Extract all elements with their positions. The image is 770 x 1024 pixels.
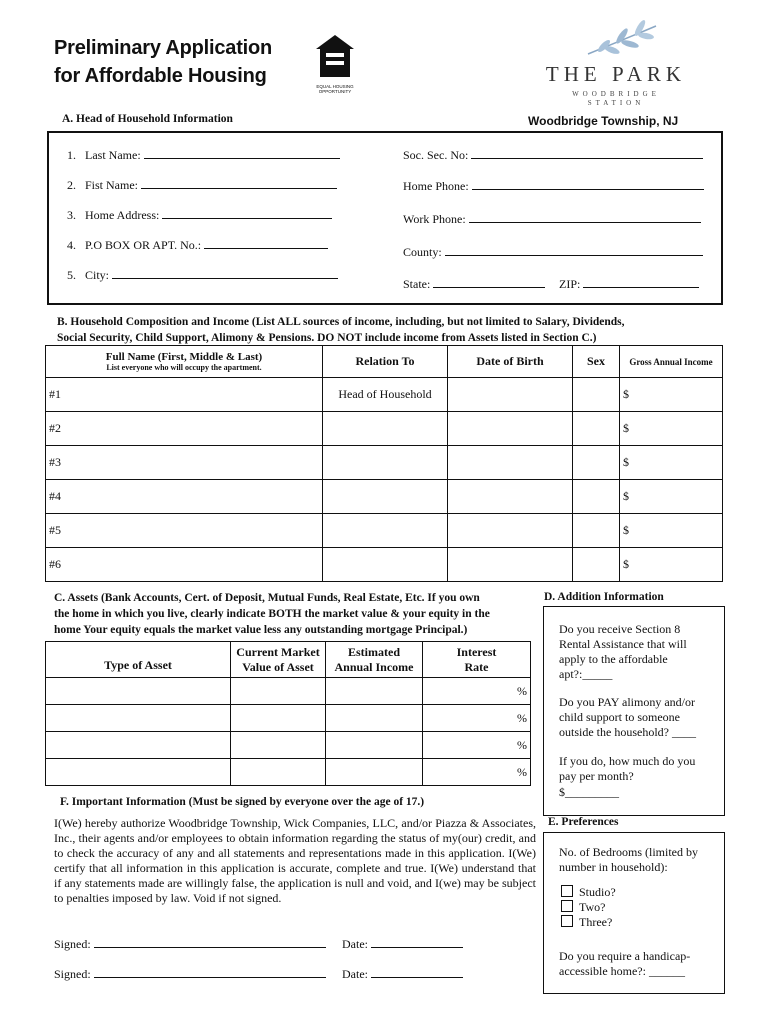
ssn-line[interactable] [471, 147, 703, 159]
row-income-cell[interactable] [620, 548, 723, 582]
equal-housing-text: EQUAL HOUSING OPPORTUNITY [316, 84, 354, 94]
po-box-field[interactable] [67, 237, 328, 253]
row-number: #1 [49, 387, 61, 401]
header-market-value [231, 642, 326, 678]
title-line-2: for Affordable Housing [54, 65, 267, 87]
row-relation-cell[interactable] [323, 412, 448, 446]
logo-sub-text [556, 90, 676, 108]
city-label: City: [85, 268, 110, 282]
row-number: #6 [49, 557, 61, 571]
row-number: #4 [49, 489, 61, 503]
row-name-cell[interactable] [46, 514, 323, 548]
asset-value-cell[interactable] [231, 732, 326, 759]
percent-sign: % [517, 737, 527, 752]
equal-housing-logo [314, 33, 356, 94]
page-title [54, 34, 272, 90]
field-number: 5. [67, 268, 76, 282]
signature-line[interactable] [94, 936, 326, 948]
section-d-title: D. Addition Information [544, 591, 664, 603]
header-income: Gross Annual Income [620, 346, 723, 378]
section-b-title-line-1: B. Household Composition and Income (List ALL sources of income, including, but not limited to Salary, Dividends, [57, 316, 625, 328]
logo-sub-line-1: WOODBRIDGE [572, 90, 660, 98]
signed-label: Signed: [54, 937, 91, 951]
table-row [46, 759, 531, 786]
row-dob-cell[interactable] [448, 378, 573, 412]
row-income-cell[interactable] [620, 378, 723, 412]
date-label: Date: [342, 967, 368, 981]
row-relation-cell[interactable] [323, 514, 448, 548]
field-number: 3. [67, 208, 76, 222]
header-dob: Date of Birth [448, 346, 573, 378]
authorization-text: I(We) hereby authorize Woodbridge Township, Wick Companies, LLC, and/or Piazza & Associates, Inc., their agents and/or employees to obtain information regarding the status of my(our) credit, and to check the accuracy of any and all statements and representations made in this application. I(We) certify that all information in this application is accurate, complete and true. I(We) understand that if any statements made are willingly false, the application is null and void, and I(we) may be subject to penalties imposed by law. Void if not signed. [54, 816, 536, 905]
row-income: $ [623, 557, 629, 571]
payment-question: If you do, how much do you pay per month? [559, 754, 696, 783]
interest-rate-header-1: Interest [456, 644, 497, 659]
last-name-line[interactable] [144, 147, 340, 159]
section-c-title-line-3: home Your equity equals the market value less any outstanding mortgage Principal.) [54, 624, 468, 636]
row-sex-cell[interactable] [573, 446, 620, 480]
section-b-title [57, 314, 625, 346]
asset-income-cell[interactable] [326, 759, 423, 786]
header-asset-type: Type of Asset [46, 642, 231, 678]
header-full-name [46, 346, 323, 378]
studio-label: Studio? [579, 885, 616, 899]
title-line-1: Preliminary Application [54, 37, 273, 59]
asset-type-cell[interactable] [46, 678, 231, 705]
table-row [46, 732, 531, 759]
row-relation: Head of Household [338, 387, 432, 401]
annual-income-header-2: Annual Income [334, 659, 414, 674]
payment-amount-blank[interactable]: $_________ [559, 785, 619, 799]
asset-rate-cell[interactable] [423, 705, 531, 732]
full-name-subheader: List everyone who will occupy the apartment. [106, 363, 262, 372]
asset-type-cell[interactable] [46, 759, 231, 786]
field-number: 2. [67, 178, 76, 192]
section-a-box [47, 131, 723, 305]
table-row [46, 480, 723, 514]
household-table [45, 345, 723, 582]
row-number: #3 [49, 455, 61, 469]
assets-table [45, 641, 531, 786]
city-line[interactable] [112, 267, 338, 279]
work-phone-field[interactable] [403, 211, 701, 227]
date-field-2[interactable] [342, 966, 463, 982]
po-box-label: P.O BOX OR APT. No.: [85, 238, 202, 252]
home-phone-field[interactable] [403, 178, 704, 194]
leaf-branch-icon [582, 20, 662, 60]
table-row [46, 378, 723, 412]
annual-income-header-1: Estimated [348, 644, 400, 659]
asset-type-cell[interactable] [46, 732, 231, 759]
signature-field-1[interactable] [54, 936, 326, 952]
percent-sign: % [517, 764, 527, 779]
ssn-field[interactable] [403, 147, 703, 163]
county-field[interactable] [403, 244, 703, 260]
home-address-field[interactable] [67, 207, 332, 223]
table-row [46, 412, 723, 446]
alimony-question[interactable]: Do you PAY alimony and/or child support to someone outside the household? ____ [559, 695, 696, 739]
po-box-line[interactable] [204, 237, 328, 249]
table-row [46, 446, 723, 480]
signature-line[interactable] [94, 966, 326, 978]
full-name-header: Full Name (First, Middle & Last) [105, 351, 263, 363]
option-studio[interactable] [561, 885, 616, 900]
section-e-title: E. Preferences [548, 816, 619, 828]
table-row [46, 548, 723, 582]
first-name-field[interactable] [67, 177, 337, 193]
market-value-header-2: Value of Asset [242, 659, 314, 674]
state-field[interactable] [403, 276, 545, 292]
row-income-cell[interactable] [620, 480, 723, 514]
interest-rate-header-2: Rate [464, 659, 489, 674]
row-number: #5 [49, 523, 61, 537]
header-relation: Relation To [323, 346, 448, 378]
zip-label: ZIP: [559, 277, 581, 291]
last-name-label: Last Name: [85, 148, 141, 162]
section-c-title [54, 590, 534, 638]
household-header-row [46, 346, 723, 378]
the-park-logo [536, 20, 696, 112]
section-c-title-line-1: C. Assets (Bank Accounts, Cert. of Deposit, Mutual Funds, Real Estate, Etc. If you own [54, 592, 480, 604]
state-line[interactable] [433, 276, 545, 288]
row-dob-cell[interactable] [448, 548, 573, 582]
row-income: $ [623, 455, 629, 469]
row-income: $ [623, 421, 629, 435]
asset-rate-cell[interactable] [423, 678, 531, 705]
asset-value-cell[interactable] [231, 678, 326, 705]
asset-income-cell[interactable] [326, 732, 423, 759]
assets-header-row [46, 642, 531, 678]
asset-income-cell[interactable] [326, 705, 423, 732]
three-checkbox[interactable] [561, 915, 573, 927]
asset-income-cell[interactable] [326, 678, 423, 705]
date-label: Date: [342, 937, 368, 951]
row-relation-cell[interactable] [323, 446, 448, 480]
row-dob-cell[interactable] [448, 514, 573, 548]
home-phone-line[interactable] [472, 178, 704, 190]
row-sex-cell[interactable] [573, 480, 620, 514]
row-sex-cell[interactable] [573, 412, 620, 446]
first-name-label: Fist Name: [85, 178, 138, 192]
row-relation-cell[interactable] [323, 378, 448, 412]
section-e-box [543, 832, 725, 994]
row-name-cell[interactable] [46, 446, 323, 480]
option-three[interactable] [561, 915, 612, 930]
section-f-title: F. Important Information (Must be signed by everyone over the age of 17.) [60, 796, 425, 808]
handicap-question[interactable]: Do you require a handicap-accessible home?: ______ [559, 949, 691, 978]
row-income-cell[interactable] [620, 446, 723, 480]
city-field[interactable] [67, 267, 338, 283]
home-address-label: Home Address: [85, 208, 160, 222]
asset-value-cell[interactable] [231, 705, 326, 732]
row-name-cell[interactable] [46, 412, 323, 446]
section-c-title-line-2: the home in which you live, clearly indicate BOTH the market value & your equity in the [54, 608, 490, 620]
row-name-cell[interactable] [46, 480, 323, 514]
asset-type-cell[interactable] [46, 705, 231, 732]
zip-line[interactable] [583, 276, 699, 288]
equal-housing-house-icon [314, 33, 356, 79]
row-relation-cell[interactable] [323, 480, 448, 514]
county-label: County: [403, 245, 442, 259]
header-sex: Sex [573, 346, 620, 378]
header-interest-rate [423, 642, 531, 678]
location-label: Woodbridge Township, NJ [528, 114, 679, 128]
row-income-cell[interactable] [620, 412, 723, 446]
logo-main-text: THE PARK [545, 62, 687, 86]
percent-sign: % [517, 710, 527, 725]
home-address-line[interactable] [162, 207, 332, 219]
row-number: #2 [49, 421, 61, 435]
two-checkbox[interactable] [561, 900, 573, 912]
field-number: 4. [67, 238, 76, 252]
home-phone-label: Home Phone: [403, 179, 469, 193]
option-two[interactable] [561, 900, 605, 915]
asset-value-cell[interactable] [231, 759, 326, 786]
row-income: $ [623, 489, 629, 503]
asset-rate-cell[interactable] [423, 732, 531, 759]
table-row [46, 705, 531, 732]
ssn-label: Soc. Sec. No: [403, 148, 469, 162]
date-line[interactable] [371, 966, 463, 978]
studio-checkbox[interactable] [561, 885, 573, 897]
section-b-title-line-2: Social Security, Child Support, Alimony & Pensions. DO NOT include income from Assets listed in Section C.) [57, 332, 597, 344]
percent-sign: % [517, 683, 527, 698]
section-d-box [543, 606, 725, 816]
first-name-line[interactable] [141, 177, 337, 189]
asset-rate-cell[interactable] [423, 759, 531, 786]
table-row [46, 678, 531, 705]
section-a-title: A. Head of Household Information [62, 113, 233, 125]
row-income-cell[interactable] [620, 514, 723, 548]
row-income: $ [623, 523, 629, 537]
date-line[interactable] [371, 936, 463, 948]
row-relation-cell[interactable] [323, 548, 448, 582]
county-line[interactable] [445, 244, 703, 256]
work-phone-label: Work Phone: [403, 212, 466, 226]
work-phone-line[interactable] [469, 211, 701, 223]
three-label: Three? [579, 915, 613, 929]
two-label: Two? [579, 900, 606, 914]
row-sex-cell[interactable] [573, 548, 620, 582]
table-row [46, 514, 723, 548]
row-dob-cell[interactable] [448, 480, 573, 514]
row-sex-cell[interactable] [573, 514, 620, 548]
signed-label: Signed: [54, 967, 91, 981]
header-annual-income [326, 642, 423, 678]
row-income: $ [623, 387, 629, 401]
bedrooms-label: No. of Bedrooms (limited by number in household): [559, 845, 698, 874]
row-dob-cell[interactable] [448, 412, 573, 446]
field-number: 1. [67, 148, 76, 162]
row-name-cell[interactable] [46, 548, 323, 582]
market-value-header-1: Current Market [236, 644, 320, 659]
last-name-field[interactable] [67, 147, 340, 163]
date-field-1[interactable] [342, 936, 463, 952]
row-sex-cell[interactable] [573, 378, 620, 412]
state-label: State: [403, 277, 431, 291]
row-dob-cell[interactable] [448, 446, 573, 480]
zip-field[interactable] [559, 276, 699, 292]
logo-sub-line-2: STATION [587, 99, 645, 107]
signature-field-2[interactable] [54, 966, 326, 982]
row-name-cell[interactable] [46, 378, 323, 412]
section-8-question[interactable]: Do you receive Section 8 Rental Assistance that will apply to the affordable apt?:_____ [559, 622, 687, 681]
